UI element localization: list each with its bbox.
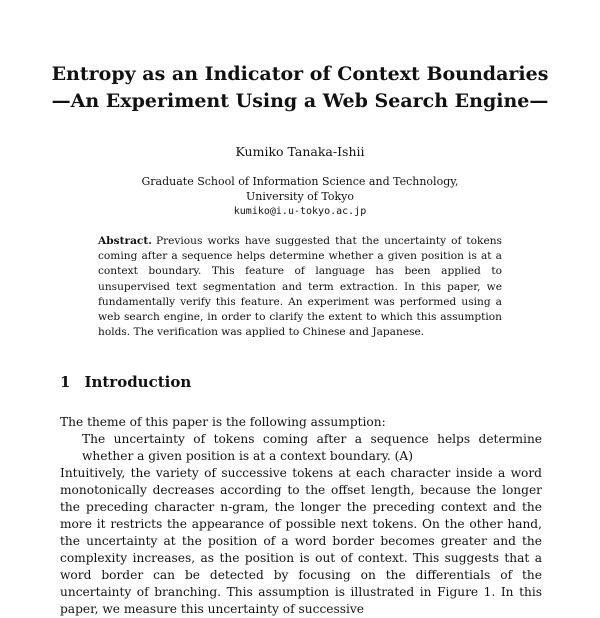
title-line-1: Entropy as an Indicator of Context Boundaries: [51, 63, 549, 85]
abstract: [98, 234, 502, 340]
title-line-2: —An Experiment Using a Web Search Engine—: [51, 90, 549, 112]
abstract-label: Abstract.: [98, 235, 152, 247]
section-number: 1: [60, 373, 71, 391]
author-email: kumiko@i.u-tokyo.ac.jp: [233, 206, 367, 217]
section-heading: [60, 373, 191, 391]
paper-title: [0, 61, 600, 115]
paragraph-intro: The theme of this paper is the following assumption:: [60, 415, 386, 429]
affiliation-line-1: Graduate School of Information Science and Technology,: [141, 175, 459, 188]
paragraph-intuition: Intuitively, the variety of successive tokens at each character inside a word monotonically decreases according to the offset length, because the longer the preceding character n-gram, the longer the preceding context and the more it restricts the appearance of possible next tokens. On the other hand, the uncertainty at the position of a word border becomes greater and the complexity increases, as the position is out of context. This suggests that a word border can be detected by focusing on the differentials of the uncertainty of branching. This assumption is illustrated in Figure 1. In this paper, we measure this uncertainty of successive: [60, 466, 542, 616]
abstract-text: Previous works have suggested that the uncertainty of tokens coming after a sequence helps determine whether a given position is at a context boundary. This feature of language has been applied to unsupervised text segmentation and term extraction. In this paper, we fundamentally verify this feature. An experiment was performed using a web search engine, in order to clarify the extent to which this assumption holds. The verification was applied to Chinese and Japanese.: [98, 235, 502, 339]
section-title: Introduction: [84, 373, 192, 391]
assumption-quote: The uncertainty of tokens coming after a sequence helps determine whether a given position is at a context boundary. (A): [82, 432, 542, 463]
author-name: Kumiko Tanaka-Ishii: [235, 144, 365, 159]
affiliation-line-2: University of Tokyo: [246, 190, 354, 203]
body-text: [60, 414, 542, 618]
affiliation: [0, 174, 600, 219]
